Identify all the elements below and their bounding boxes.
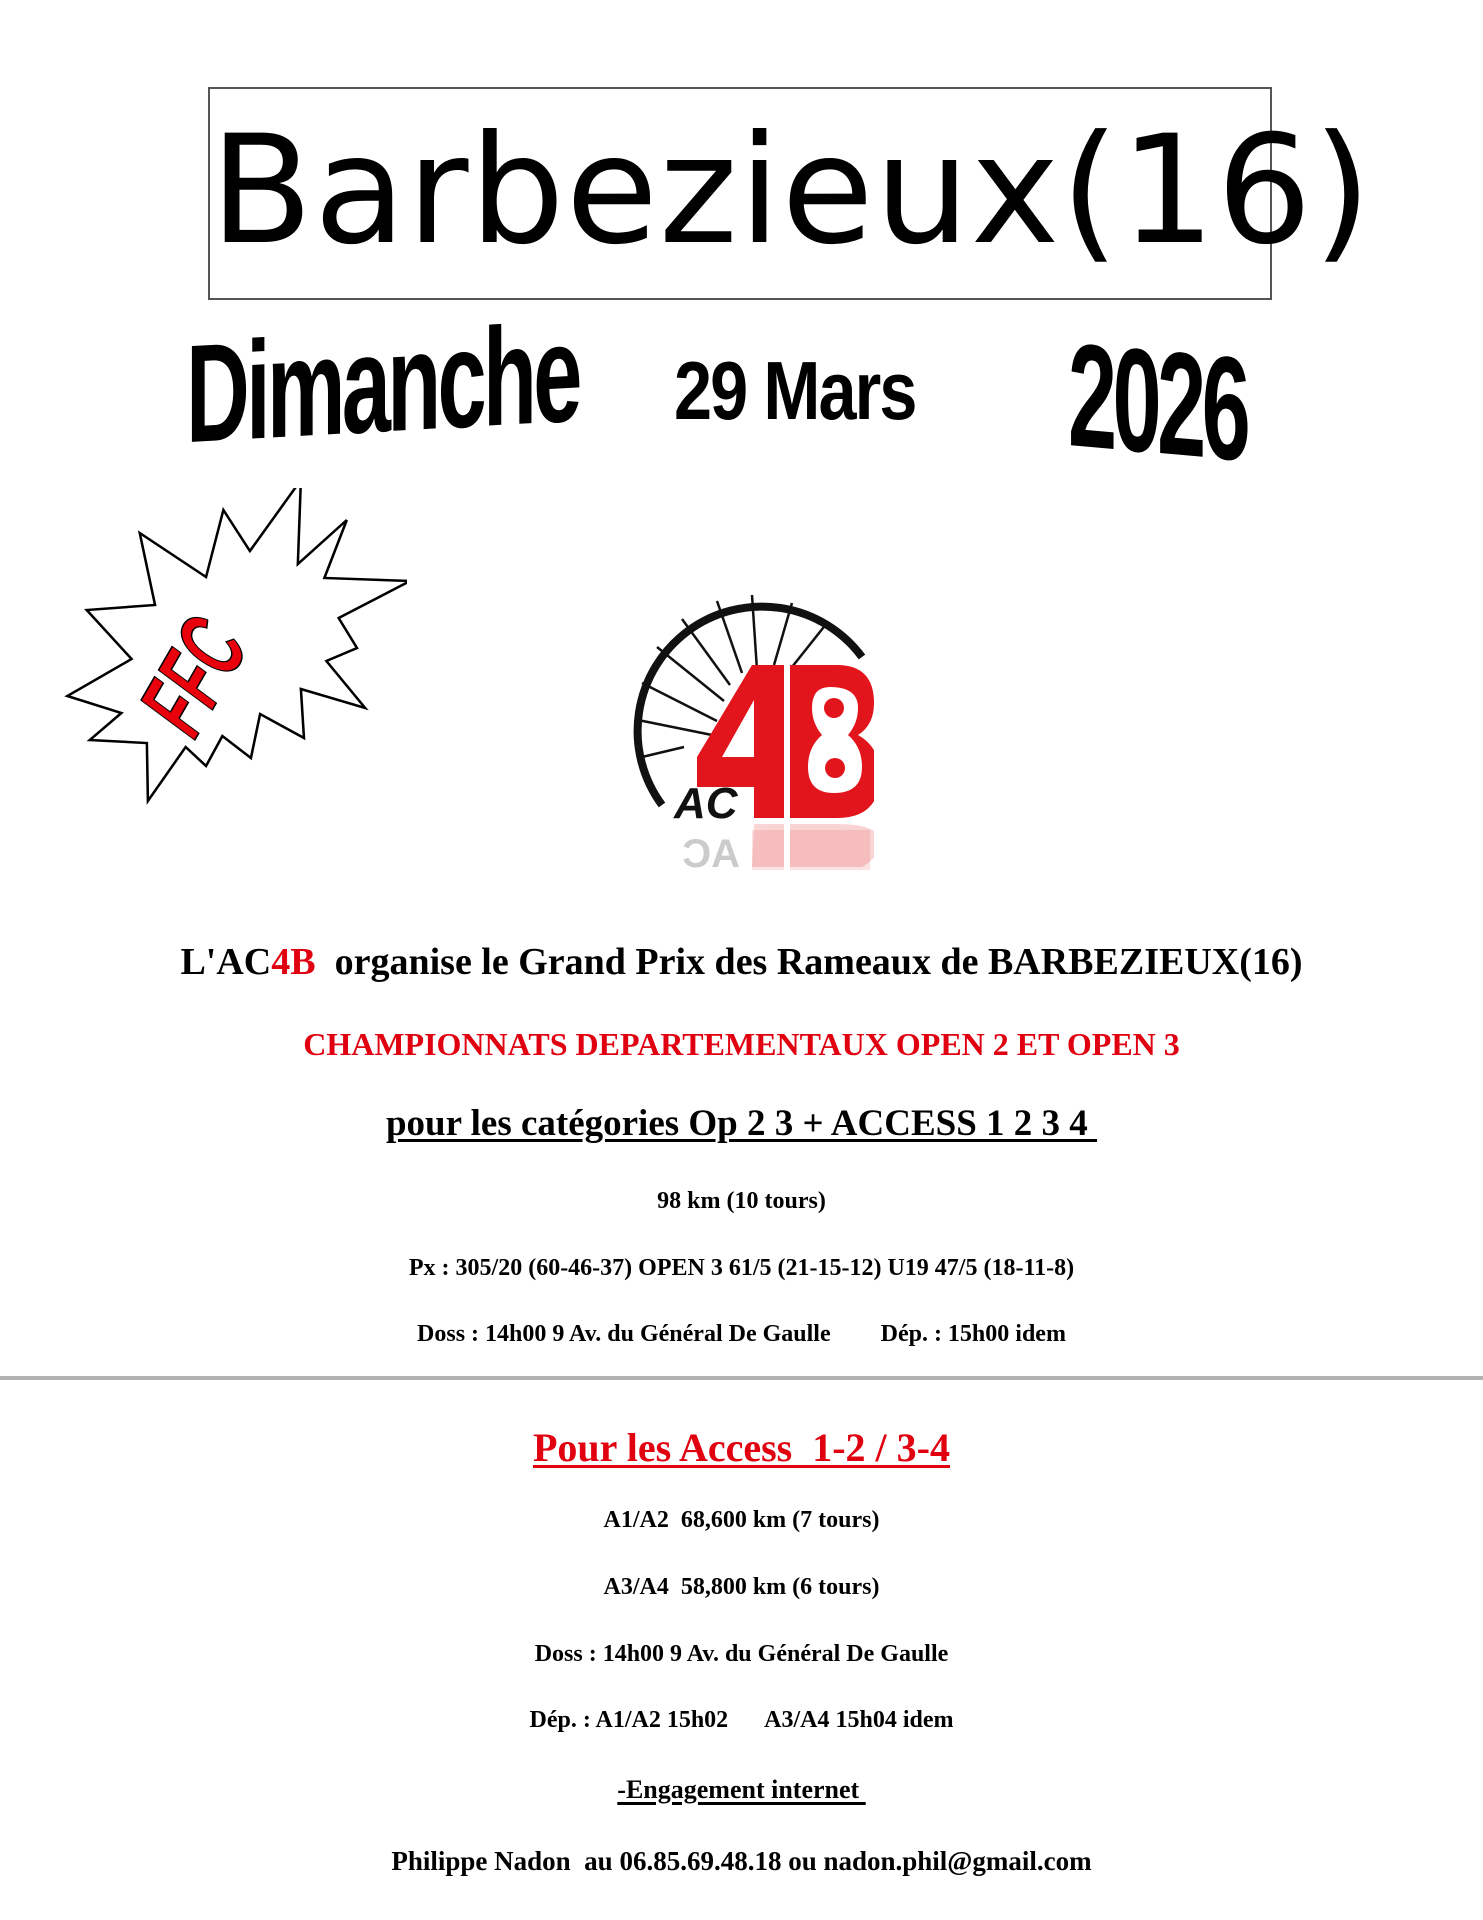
- access-title: Pour les Access 1-2 / 3-4: [533, 1425, 950, 1470]
- section-divider: [0, 1376, 1483, 1380]
- bicycle-wheel-icon: [612, 575, 874, 900]
- city-title: Barbezieux(16): [210, 104, 1373, 278]
- open-departure: Dép. : 15h00 idem: [880, 1321, 1066, 1347]
- access-dossards: Doss : 14h00 9 Av. du Général De Gaulle: [534, 1641, 949, 1667]
- access-departure-a1a2: Dép. : A1/A2 15h02: [529, 1707, 729, 1733]
- intro-highlight-4b: 4B: [271, 941, 316, 983]
- access-title-line: [0, 1424, 1483, 1471]
- ac-label: AC: [674, 779, 738, 828]
- contact-phone: au 06.85.69.48.18 ou: [570, 1846, 824, 1876]
- city-title-box: [208, 87, 1373, 300]
- contact-email-link[interactable]: nadon.phil@gmail.com: [823, 1846, 1092, 1876]
- categories-line: [0, 1102, 1483, 1145]
- event-date: [186, 295, 1292, 493]
- contact-name: Philippe Nadon: [391, 1846, 571, 1876]
- open-schedule: [0, 1321, 1483, 1348]
- date-weekday: Dimanche: [186, 295, 579, 473]
- svg-text:AC: AC: [682, 832, 740, 876]
- ac4b-club-logo: [612, 575, 874, 900]
- open-prizes: Px : 305/20 (60-46-37) OPEN 3 61/5 (21-15-12) U19 47/5 (18-11-8): [408, 1255, 1075, 1281]
- categories-text: pour les catégories Op 2 3 + ACCESS 1 2 3 4: [385, 1103, 1098, 1144]
- date-day-month: 29 Mars: [674, 345, 916, 438]
- access-a3a4-distance: A3/A4 58,800 km (6 tours): [603, 1574, 880, 1600]
- intro-suffix: organise le Grand Prix des Rameaux de BARBEZIEUX(16): [315, 941, 1303, 983]
- access-departures: [0, 1707, 1483, 1734]
- contact-line: [0, 1846, 1483, 1877]
- championship-title: CHAMPIONNATS DEPARTEMENTAUX OPEN 2 ET OPEN 3: [303, 1026, 1180, 1062]
- open-distance: 98 km (10 tours): [657, 1188, 826, 1214]
- registration-label: -Engagement internet: [617, 1775, 866, 1804]
- access-a1a2-distance: A1/A2 68,600 km (7 tours): [603, 1507, 880, 1533]
- ffc-starburst-logo: [62, 488, 407, 813]
- intro-prefix: L'AC: [180, 941, 272, 983]
- date-year: 2026: [1068, 311, 1247, 493]
- access-departure-a3a4: A3/A4 15h04 idem: [764, 1707, 954, 1733]
- registration-line: [0, 1775, 1483, 1805]
- open-dossards: Doss : 14h00 9 Av. du Général De Gaulle: [417, 1321, 831, 1347]
- starburst-icon: [62, 488, 407, 813]
- intro-line: [0, 940, 1483, 984]
- ffc-label: FFC: [118, 601, 268, 752]
